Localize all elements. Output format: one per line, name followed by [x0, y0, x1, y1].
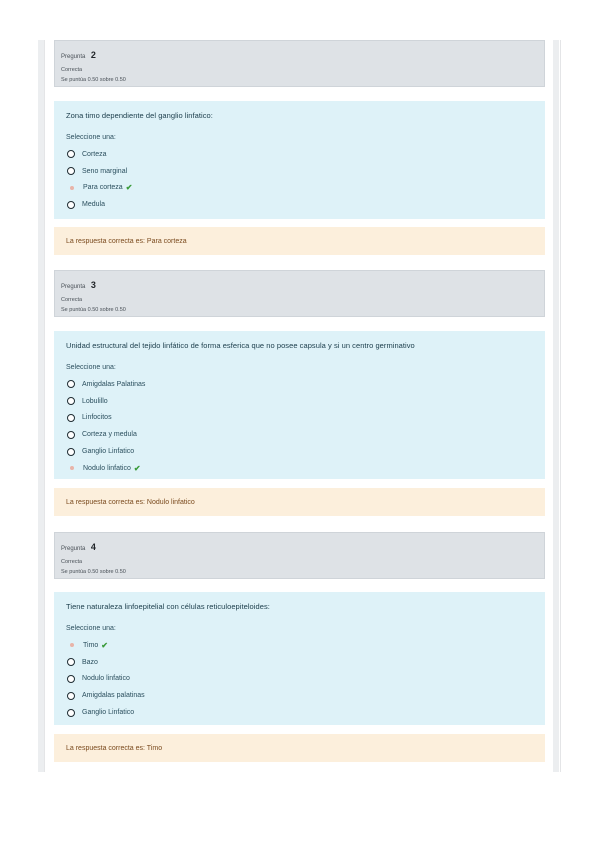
question-info-3 — [54, 270, 545, 317]
question-state: Correcta — [61, 297, 83, 303]
question-info-4 — [54, 532, 545, 579]
radio-icon[interactable] — [67, 448, 75, 456]
answer-label: Amigdalas palatinas — [82, 692, 145, 700]
radio-icon[interactable] — [67, 201, 75, 209]
answer-option-selected[interactable] — [66, 637, 533, 654]
question-grade: Se puntúa 0.50 sobre 0.50 — [61, 77, 126, 83]
answer-label: Linfocitos — [82, 414, 112, 422]
answer-label: Bazo — [82, 658, 98, 666]
answer-label: Timo — [83, 641, 99, 649]
question-state: Correcta — [61, 559, 83, 565]
answer-option[interactable] — [66, 671, 533, 688]
answer-option[interactable] — [66, 410, 533, 427]
answer-label: Corteza — [82, 150, 107, 158]
check-icon: ✔ — [125, 183, 133, 193]
answer-label: Nodulo linfatico — [83, 464, 131, 472]
correct-answer-feedback: La respuesta correcta es: Para corteza — [54, 227, 545, 255]
radio-icon[interactable] — [67, 167, 75, 175]
question-grade: Se puntúa 0.50 sobre 0.50 — [61, 307, 126, 313]
radio-icon[interactable] — [67, 414, 75, 422]
answer-option[interactable] — [66, 146, 533, 163]
radio-icon[interactable] — [67, 397, 75, 405]
radio-icon[interactable] — [67, 150, 75, 158]
radio-selected-icon[interactable] — [70, 466, 74, 470]
answer-option[interactable] — [66, 393, 533, 410]
answer-option[interactable] — [66, 196, 533, 213]
question-text: Zona timo dependiente del ganglio linfatico: — [66, 111, 213, 120]
answer-option-selected[interactable] — [66, 460, 533, 477]
correct-answer-feedback: La respuesta correcta es: Timo — [54, 734, 545, 762]
answer-option[interactable] — [66, 687, 533, 704]
answer-list — [66, 146, 533, 213]
answer-label: Nodulo linfatico — [82, 675, 130, 683]
radio-selected-icon[interactable] — [70, 643, 74, 647]
answer-option[interactable] — [66, 704, 533, 721]
check-icon: ✔ — [133, 463, 141, 473]
radio-icon[interactable] — [67, 380, 75, 388]
radio-selected-icon[interactable] — [70, 186, 74, 190]
answer-option[interactable] — [66, 654, 533, 671]
question-formulation-4 — [54, 592, 545, 725]
answer-label: Para corteza — [83, 184, 123, 192]
answer-list — [66, 637, 533, 721]
answer-label: Ganglio Linfatico — [82, 709, 135, 717]
radio-icon[interactable] — [67, 658, 75, 666]
answer-label: Lobulillo — [82, 397, 108, 405]
radio-icon[interactable] — [67, 692, 75, 700]
correct-answer-feedback: La respuesta correcta es: Nodulo linfatico — [54, 488, 545, 516]
check-icon: ✔ — [101, 640, 108, 650]
question-grade: Se puntúa 0.50 sobre 0.50 — [61, 569, 126, 575]
question-formulation-3 — [54, 331, 545, 479]
answer-option[interactable] — [66, 443, 533, 460]
question-formulation-2 — [54, 101, 545, 219]
question-text: Tiene naturaleza linfoepitelial con células reticuloepiteloides: — [66, 602, 270, 611]
question-number: 2 — [90, 50, 96, 60]
answer-option[interactable] — [66, 426, 533, 443]
question-number: 3 — [90, 280, 96, 290]
question-number: 4 — [90, 542, 96, 552]
radio-icon[interactable] — [67, 709, 75, 717]
answer-prompt: Seleccione una: — [66, 364, 116, 371]
answer-list — [66, 376, 533, 477]
answer-prompt: Seleccione una: — [66, 134, 116, 141]
radio-icon[interactable] — [67, 431, 75, 439]
question-state: Correcta — [61, 67, 83, 73]
question-label: Pregunta — [61, 284, 86, 290]
answer-label: Medula — [82, 201, 105, 209]
radio-icon[interactable] — [67, 675, 75, 683]
answer-option-selected[interactable] — [66, 180, 533, 197]
answer-label: Amigdalas Palatinas — [82, 380, 146, 388]
answer-label: Corteza y medula — [82, 431, 137, 439]
question-label: Pregunta — [61, 546, 86, 552]
answer-label: Ganglio Linfatico — [82, 448, 135, 456]
question-info-2 — [54, 40, 545, 87]
answer-prompt: Seleccione una: — [66, 625, 116, 632]
answer-option[interactable] — [66, 163, 533, 180]
answer-option[interactable] — [66, 376, 533, 393]
answer-label: Seno marginal — [82, 167, 128, 175]
question-text: Unidad estructural del tejido linfático de forma esferica que no posee capsula y si un centro germinativo — [66, 341, 415, 350]
question-label: Pregunta — [61, 54, 86, 60]
